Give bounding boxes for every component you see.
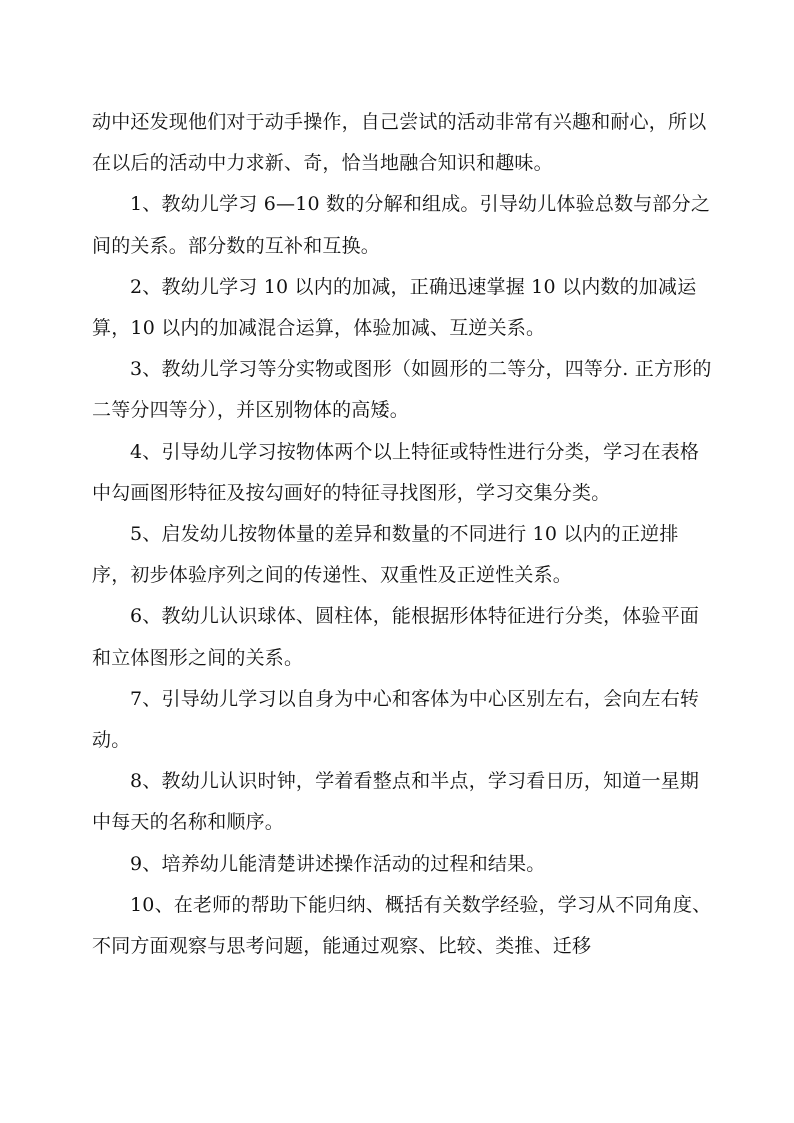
list-item-5: 5、启发幼儿按物体量的差异和数量的不同进行 10 以内的正逆排序，初步体验序列之间的传递性、双重性及正逆性关系。 [92,523,679,587]
list-item-8: 8、教幼儿认识时钟，学着看整点和半点，学习看日历，知道一星期中每天的名称和顺序。 [92,770,700,834]
list-item-9: 9、培养幼儿能清楚讲述操作活动的过程和结果。 [130,852,546,875]
document-body [92,102,712,967]
list-item-4: 4、引导幼儿学习按物体两个以上特征或特性进行分类，学习在表格中勾画图形特征及按勾画好的特征寻找图形，学习交集分类。 [92,440,700,504]
list-item-7: 7、引导幼儿学习以自身为中心和客体为中心区别左右，会向左右转动。 [92,687,700,752]
paragraph-intro-continuation: 动中还发现他们对于动手操作，自己尝试的活动非常有兴趣和耐心，所以在以后的活动中力求新、奇，恰当地融合知识和趣味。 [92,111,707,175]
list-item-2: 2、教幼儿学习 10 以内的加减，正确迅速掌握 10 以内数的加减运算，10 以内的加减混合运算，体验加减、互逆关系。 [92,275,697,340]
list-item-10: 10、在老师的帮助下能归纳、概括有关数学经验，学习从不同角度、不同方面观察与思考问题，能通过观察、比较、类推、迁移 [92,893,712,958]
list-item-1: 1、教幼儿学习 6—10 数的分解和组成。引导幼儿体验总数与部分之间的关系。部分数的互补和互换。 [92,193,711,257]
list-item-3: 3、教幼儿学习等分实物或图形（如圆形的二等分，四等分. 正方形的二等分四等分），并区别物体的高矮。 [92,358,712,422]
list-item-6: 6、教幼儿认识球体、圆柱体，能根据形体特征进行分类，体验平面和立体图形之间的关系。 [92,605,700,669]
